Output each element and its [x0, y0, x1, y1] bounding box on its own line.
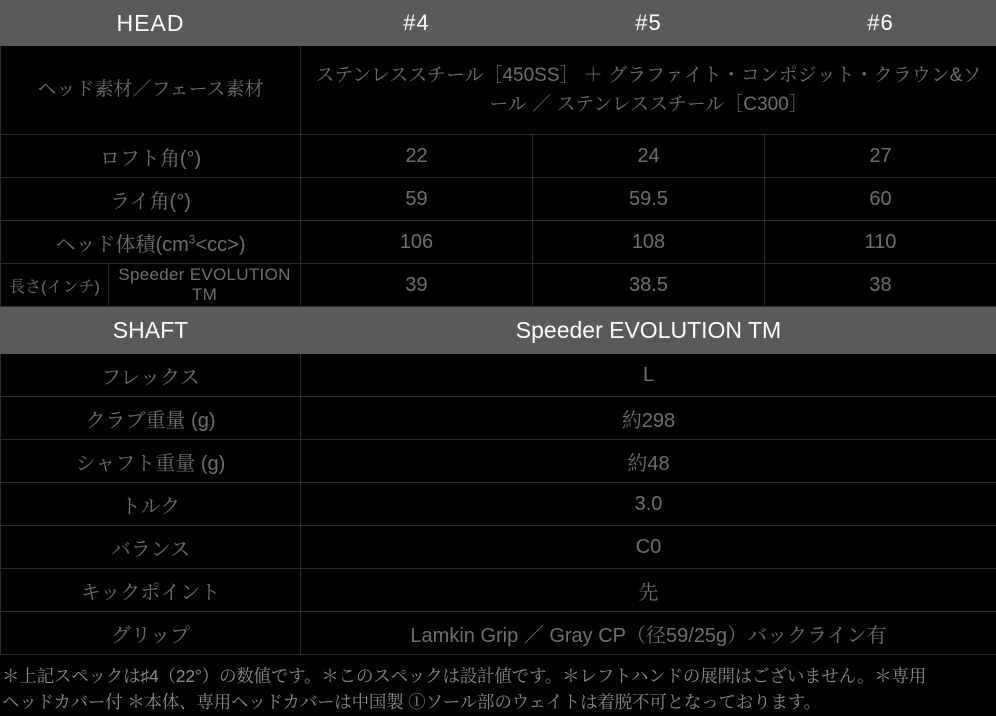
table-row	[1, 135, 996, 178]
row-value-balance: C0	[301, 526, 996, 569]
volume-label-sup: 3	[189, 232, 196, 246]
length-label-left: 長さ(インチ)	[1, 264, 109, 306]
row-label-material: ヘッド素材／フェース素材	[1, 46, 301, 135]
head-column-2: #5	[533, 1, 765, 46]
shaft-header-label: SHAFT	[1, 307, 301, 354]
head-header-row	[1, 1, 996, 46]
table-row	[1, 612, 996, 655]
row-label-kickpoint: キックポイント	[1, 569, 301, 612]
volume-label-suffix: <cc>)	[195, 234, 245, 256]
footnote-block	[0, 655, 996, 716]
row-value-club-weight: 約298	[301, 397, 996, 440]
row-value-material: ステンレススチール［450SS］ ＋ グラファイト・コンポジット・クラウン&ソール ／ ステンレススチール［C300］	[301, 46, 996, 135]
table-row	[1, 264, 996, 307]
row-label-torque: トルク	[1, 483, 301, 526]
head-column-1: #4	[301, 1, 533, 46]
row-value-flex: L	[301, 354, 996, 397]
row-value-volume-4: 106	[301, 221, 533, 264]
row-label-shaft-weight: シャフト重量 (g)	[1, 440, 301, 483]
row-value-length-6: 38	[765, 264, 996, 307]
head-header-label: HEAD	[1, 1, 301, 46]
table-row	[1, 221, 996, 264]
table-row	[1, 483, 996, 526]
table-row	[1, 397, 996, 440]
row-value-lie-5: 59.5	[533, 178, 765, 221]
row-value-volume-6: 110	[765, 221, 996, 264]
row-label-lie: ライ角(°)	[1, 178, 301, 221]
table-row	[1, 526, 996, 569]
row-value-volume-5: 108	[533, 221, 765, 264]
volume-label-prefix: ヘッド体積(cm	[55, 234, 188, 256]
row-value-kickpoint: 先	[301, 569, 996, 612]
row-label-length	[1, 264, 301, 307]
row-value-shaft-weight: 約48	[301, 440, 996, 483]
row-value-length-4: 39	[301, 264, 533, 307]
head-column-3: #6	[765, 1, 996, 46]
row-label-volume	[1, 221, 301, 264]
row-label-flex: フレックス	[1, 354, 301, 397]
row-value-torque: 3.0	[301, 483, 996, 526]
row-label-balance: バランス	[1, 526, 301, 569]
row-value-loft-5: 24	[533, 135, 765, 178]
table-row	[1, 46, 996, 135]
length-label-right: Speeder EVOLUTION TM	[109, 264, 300, 306]
footnote-line-2: ヘッドカバー付 ＊本体、専用ヘッドカバーは中国製 ①ソール部のウェイトは着脱不可となっております。	[2, 689, 994, 715]
length-label-wrap	[1, 264, 300, 306]
shaft-header-row	[1, 307, 996, 354]
row-value-loft-4: 22	[301, 135, 533, 178]
shaft-header-value: Speeder EVOLUTION TM	[301, 307, 996, 354]
row-label-club-weight: クラブ重量 (g)	[1, 397, 301, 440]
row-value-lie-4: 59	[301, 178, 533, 221]
table-row	[1, 354, 996, 397]
row-value-lie-6: 60	[765, 178, 996, 221]
row-value-loft-6: 27	[765, 135, 996, 178]
table-row	[1, 440, 996, 483]
row-value-length-5: 38.5	[533, 264, 765, 307]
footnote-line-1: ＊上記スペックは♯4（22°）の数値です。＊このスペックは設計値です。＊レフトハンドの展開はございません。＊専用	[2, 663, 994, 689]
row-value-grip: Lamkin Grip ／ Gray CP（径59/25g）バックライン有	[301, 612, 996, 655]
table-row	[1, 569, 996, 612]
table-row	[1, 178, 996, 221]
row-label-loft: ロフト角(°)	[1, 135, 301, 178]
row-label-grip: グリップ	[1, 612, 301, 655]
